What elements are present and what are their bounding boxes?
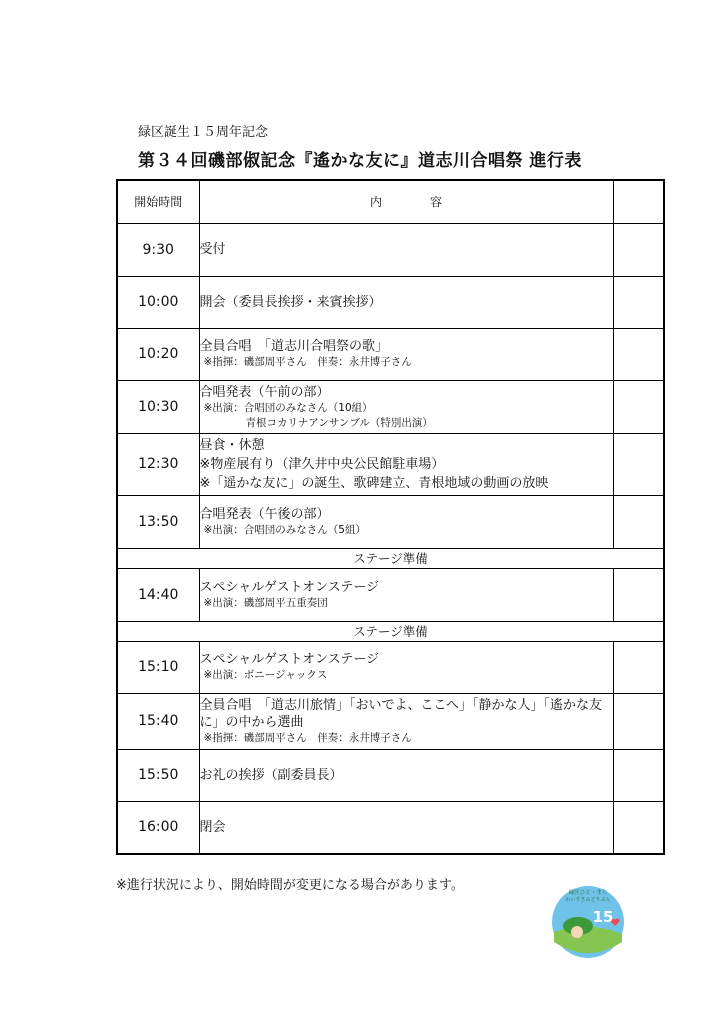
row-content <box>199 328 613 380</box>
schedule-footnote: ※進行状況により、開始時間が変更になる場合があります。 <box>116 878 464 893</box>
row-note <box>613 801 664 854</box>
table-row <box>117 749 664 801</box>
row-content <box>199 693 613 749</box>
table-row <box>117 328 664 380</box>
row-content <box>199 223 613 276</box>
logo-face-icon <box>571 926 583 938</box>
row-time: 13:50 <box>117 495 199 548</box>
header-note <box>613 180 664 223</box>
logo-line-2: わいすきみどりぶん <box>565 897 611 903</box>
row-sub-text-2: 青根コカリナアンサンブル（特別出演） <box>245 416 433 429</box>
row-sub-text: ※出演：合唱団のみなさん（10組） <box>203 401 373 414</box>
table-row <box>117 801 664 854</box>
table-row <box>117 380 664 433</box>
row-time: 9:30 <box>117 223 199 276</box>
table-row <box>117 693 664 749</box>
row-time: 15:50 <box>117 749 199 801</box>
table-row <box>117 223 664 276</box>
row-main-text: 開会（委員長挨拶・来賓挨拶） <box>199 294 382 310</box>
table-header-row <box>117 180 664 223</box>
row-time: 12:30 <box>117 433 199 495</box>
row-sub-text: ※指揮：磯部周平さん 伴奏：永井博子さん <box>203 356 412 368</box>
row-time: 14:40 <box>117 568 199 621</box>
row-content <box>199 380 613 433</box>
row-line-2: ※物産展有り（津久井中央公民館駐車場） <box>199 456 445 472</box>
row-time: 16:00 <box>117 801 199 854</box>
row-sub-text: ※指揮：磯部周平さん 伴奏：永井博子さん <box>203 731 412 744</box>
row-note <box>613 693 664 749</box>
header-start-time: 開始時間 <box>117 180 199 223</box>
table-row <box>117 495 664 548</box>
separator-row <box>117 548 664 568</box>
row-content <box>199 568 613 621</box>
row-note <box>613 276 664 328</box>
logo-number: 15 <box>592 908 614 926</box>
row-time: 10:00 <box>117 276 199 328</box>
stage-prep-label: ステージ準備 <box>117 548 664 568</box>
stage-prep-label: ステージ準備 <box>117 621 664 641</box>
row-main-text: 受付 <box>199 242 226 257</box>
row-note <box>613 328 664 380</box>
row-note <box>613 749 664 801</box>
row-content <box>199 641 613 693</box>
row-main-text: 全員合唱 「道志川合唱祭の歌」 <box>199 339 389 354</box>
row-sub-text: ※出演：磯部周平五重奏団 <box>203 596 328 609</box>
row-main-text: 閉会 <box>199 819 226 835</box>
row-sub-text: ※出演：合唱団のみなさん（5組） <box>203 523 366 536</box>
row-content <box>199 433 613 495</box>
row-note <box>613 380 664 433</box>
row-line-3: ※「遥かな友に」の誕生、歌碑建立、青根地域の動画の放映 <box>199 475 549 491</box>
row-note <box>613 568 664 621</box>
row-content <box>199 495 613 548</box>
row-main-text: 合唱発表（午後の部） <box>199 506 330 522</box>
row-note <box>613 641 664 693</box>
row-sub-text: ※出演：ボニージャックス <box>203 669 328 681</box>
header-content: 内 容 <box>199 180 613 223</box>
anniversary-logo <box>548 880 628 960</box>
event-subtitle: 緑区誕生１５周年記念 <box>138 125 269 140</box>
table-row <box>117 641 664 693</box>
logo-line-1: 緑区ひと・まち <box>568 890 608 896</box>
row-note <box>613 223 664 276</box>
row-main-text: 全員合唱 「道志川旅情」「おいでよ、ここへ」「静かな人」「遙かな友に」の中から選曲 <box>199 697 602 730</box>
row-main-text: 昼食・休憩 <box>199 437 265 453</box>
row-note <box>613 495 664 548</box>
row-main-text: スペシャルゲストオンステージ <box>199 579 380 595</box>
row-main-text: スペシャルゲストオンステージ <box>199 652 380 667</box>
row-time: 10:20 <box>117 328 199 380</box>
row-content <box>199 276 613 328</box>
row-content <box>199 801 613 854</box>
separator-row <box>117 621 664 641</box>
table-row <box>117 276 664 328</box>
table-row <box>117 568 664 621</box>
row-main-text: お礼の挨拶（副委員長） <box>199 767 343 783</box>
row-time: 15:10 <box>117 641 199 693</box>
row-time: 15:40 <box>117 693 199 749</box>
row-time: 10:30 <box>117 380 199 433</box>
page-title: 第３４回磯部俶記念『遙かな友に』道志川合唱祭 進行表 <box>138 151 582 171</box>
row-main-text: 合唱発表（午前の部） <box>199 384 330 400</box>
table-row <box>117 433 664 495</box>
row-note <box>613 433 664 495</box>
schedule-table <box>116 179 665 855</box>
row-content <box>199 749 613 801</box>
